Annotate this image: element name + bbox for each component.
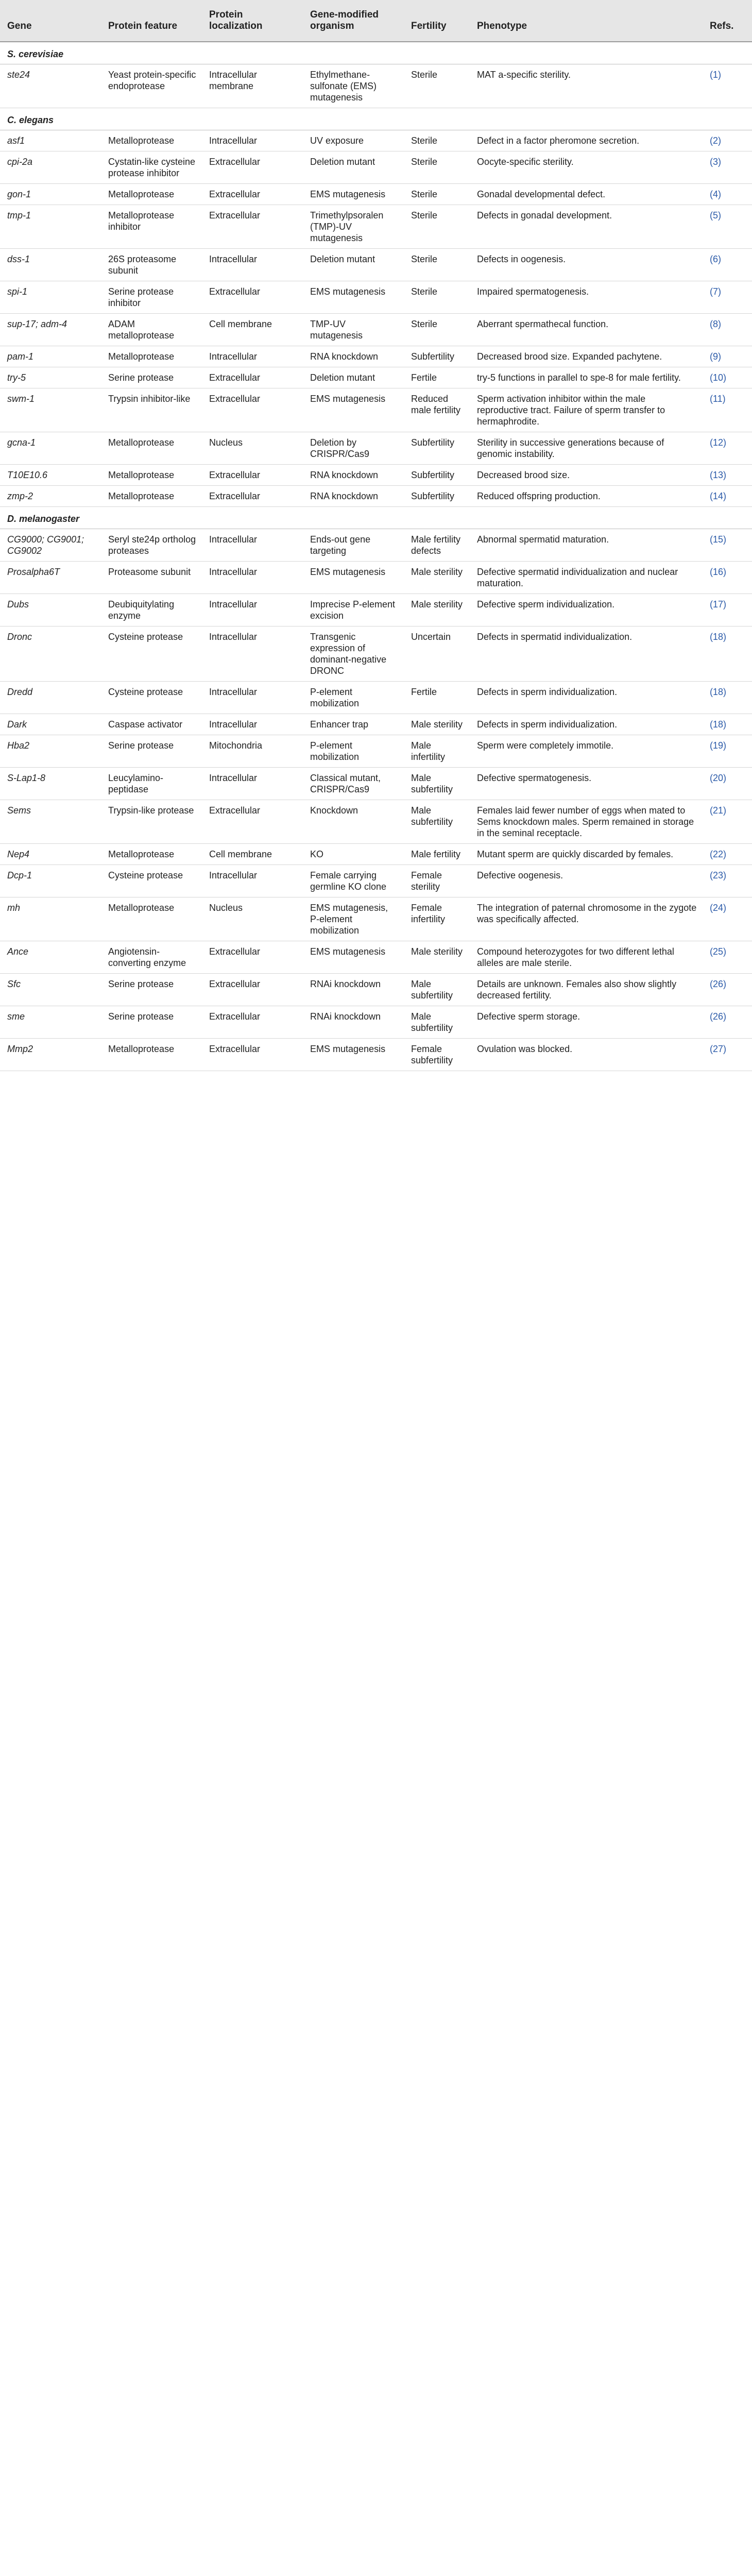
cell-refs: (19) <box>703 735 752 768</box>
table-row <box>0 1039 752 1071</box>
cell-feature: Angiotensin-converting enzyme <box>101 941 202 974</box>
cell-feature: Leucylamino-peptidase <box>101 768 202 800</box>
cell-localization: Extracellular <box>202 367 303 388</box>
cell-feature: Deubiquitylating enzyme <box>101 594 202 626</box>
table-row <box>0 626 752 682</box>
cell-localization: Extracellular <box>202 486 303 507</box>
cell-refs: (14) <box>703 486 752 507</box>
cell-fertility: Reduced male fertility <box>404 388 470 432</box>
cell-feature: Yeast protein-specific endoprotease <box>101 64 202 108</box>
cell-localization: Intracellular <box>202 529 303 562</box>
cell-refs: (18) <box>703 626 752 682</box>
cell-organism: RNA knockdown <box>303 465 404 486</box>
cell-phenotype: Defects in sperm individualization. <box>470 682 703 714</box>
table-row <box>0 529 752 562</box>
cell-feature: Serine protease inhibitor <box>101 281 202 314</box>
cell-organism: Deletion mutant <box>303 249 404 281</box>
cell-feature: Metalloprotease <box>101 897 202 941</box>
table-row <box>0 151 752 184</box>
cell-fertility: Sterile <box>404 151 470 184</box>
cell-phenotype: Ovulation was blocked. <box>470 1039 703 1071</box>
cell-refs: (23) <box>703 865 752 897</box>
cell-organism: EMS mutagenesis <box>303 1039 404 1071</box>
table-row <box>0 314 752 346</box>
organism-section-row <box>0 507 752 529</box>
cell-phenotype: Gonadal developmental defect. <box>470 184 703 205</box>
cell-refs: (7) <box>703 281 752 314</box>
cell-organism: Enhancer trap <box>303 714 404 735</box>
cell-gene: Hba2 <box>0 735 101 768</box>
header-refs: Refs. <box>703 0 752 42</box>
cell-feature: Metalloprotease <box>101 184 202 205</box>
organism-name: S. cerevisiae <box>0 42 752 64</box>
cell-localization: Intracellular <box>202 682 303 714</box>
header-protein-localization: Protein localization <box>202 0 303 42</box>
header-phenotype: Phenotype <box>470 0 703 42</box>
cell-feature: Serine protease <box>101 735 202 768</box>
cell-gene: Mmp2 <box>0 1039 101 1071</box>
cell-refs: (22) <box>703 844 752 865</box>
cell-phenotype: Details are unknown. Females also show slightly decreased fertility. <box>470 974 703 1006</box>
table-row <box>0 865 752 897</box>
cell-fertility: Female infertility <box>404 897 470 941</box>
cell-refs: (26) <box>703 974 752 1006</box>
cell-phenotype: Aberrant spermathecal function. <box>470 314 703 346</box>
cell-organism: KO <box>303 844 404 865</box>
cell-gene: sme <box>0 1006 101 1039</box>
cell-feature: Metalloprotease <box>101 130 202 151</box>
cell-organism: Deletion by CRISPR/Cas9 <box>303 432 404 465</box>
cell-fertility: Fertile <box>404 367 470 388</box>
cell-fertility: Sterile <box>404 130 470 151</box>
header-gene: Gene <box>0 0 101 42</box>
cell-fertility: Male subfertility <box>404 1006 470 1039</box>
cell-localization: Nucleus <box>202 897 303 941</box>
cell-fertility: Sterile <box>404 184 470 205</box>
cell-gene: Dark <box>0 714 101 735</box>
cell-gene: Dubs <box>0 594 101 626</box>
cell-phenotype: Mutant sperm are quickly discarded by females. <box>470 844 703 865</box>
cell-gene: dss-1 <box>0 249 101 281</box>
cell-refs: (5) <box>703 205 752 249</box>
cell-fertility: Male subfertility <box>404 768 470 800</box>
cell-feature: Caspase activator <box>101 714 202 735</box>
cell-localization: Extracellular <box>202 941 303 974</box>
table-row <box>0 184 752 205</box>
table-row <box>0 486 752 507</box>
cell-organism: Ethylmethane-sulfonate (EMS) mutagenesis <box>303 64 404 108</box>
cell-refs: (13) <box>703 465 752 486</box>
cell-gene: spi-1 <box>0 281 101 314</box>
cell-gene: tmp-1 <box>0 205 101 249</box>
cell-localization: Extracellular <box>202 1006 303 1039</box>
table-body <box>0 42 752 1071</box>
cell-phenotype: Sterility in successive generations because of genomic instability. <box>470 432 703 465</box>
cell-gene: cpi-2a <box>0 151 101 184</box>
cell-localization: Extracellular <box>202 151 303 184</box>
cell-organism: Deletion mutant <box>303 367 404 388</box>
table-row <box>0 941 752 974</box>
cell-phenotype: Defective spermatid individualization and nuclear maturation. <box>470 562 703 594</box>
cell-phenotype: Defective oogenesis. <box>470 865 703 897</box>
table-row <box>0 388 752 432</box>
table-row <box>0 682 752 714</box>
cell-localization: Intracellular <box>202 249 303 281</box>
protease-fertility-table <box>0 0 752 1071</box>
cell-fertility: Sterile <box>404 314 470 346</box>
cell-phenotype: Oocyte-specific sterility. <box>470 151 703 184</box>
cell-organism: Knockdown <box>303 800 404 844</box>
cell-organism: EMS mutagenesis <box>303 941 404 974</box>
cell-organism: Transgenic expression of dominant-negative DRONC <box>303 626 404 682</box>
cell-feature: 26S proteasome subunit <box>101 249 202 281</box>
cell-phenotype: MAT a-specific sterility. <box>470 64 703 108</box>
cell-gene: Dronc <box>0 626 101 682</box>
cell-feature: Metalloprotease <box>101 465 202 486</box>
cell-localization: Nucleus <box>202 432 303 465</box>
cell-feature: Metalloprotease <box>101 346 202 367</box>
cell-phenotype: Compound heterozygotes for two different lethal alleles are male sterile. <box>470 941 703 974</box>
cell-localization: Cell membrane <box>202 844 303 865</box>
cell-phenotype: Sperm activation inhibitor within the male reproductive tract. Failure of sperm transfer to hermaphrodite. <box>470 388 703 432</box>
table-header-row <box>0 0 752 42</box>
cell-localization: Mitochondria <box>202 735 303 768</box>
cell-refs: (15) <box>703 529 752 562</box>
table-row <box>0 346 752 367</box>
cell-phenotype: The integration of paternal chromosome in the zygote was specifically affected. <box>470 897 703 941</box>
cell-gene: mh <box>0 897 101 941</box>
cell-phenotype: Sperm were completely immotile. <box>470 735 703 768</box>
cell-fertility: Male sterility <box>404 941 470 974</box>
cell-localization: Intracellular <box>202 594 303 626</box>
cell-phenotype: Decreased brood size. <box>470 465 703 486</box>
organism-section-row <box>0 42 752 64</box>
cell-localization: Intracellular <box>202 346 303 367</box>
cell-phenotype: Defective sperm individualization. <box>470 594 703 626</box>
cell-feature: Metalloprotease <box>101 844 202 865</box>
cell-feature: Cysteine protease <box>101 626 202 682</box>
cell-phenotype: Defect in a factor pheromone secretion. <box>470 130 703 151</box>
header-gene-modified-organism: Gene-modified organism <box>303 0 404 42</box>
header-protein-feature: Protein feature <box>101 0 202 42</box>
cell-refs: (1) <box>703 64 752 108</box>
cell-refs: (6) <box>703 249 752 281</box>
cell-feature: Metalloprotease <box>101 486 202 507</box>
table-row <box>0 130 752 151</box>
cell-refs: (21) <box>703 800 752 844</box>
cell-phenotype: try-5 functions in parallel to spe-8 for male fertility. <box>470 367 703 388</box>
cell-gene: sup-17; adm-4 <box>0 314 101 346</box>
cell-gene: T10E10.6 <box>0 465 101 486</box>
organism-name: C. elegans <box>0 108 752 130</box>
cell-phenotype: Defects in oogenesis. <box>470 249 703 281</box>
cell-phenotype: Defective sperm storage. <box>470 1006 703 1039</box>
cell-organism: UV exposure <box>303 130 404 151</box>
cell-feature: Cysteine protease <box>101 682 202 714</box>
cell-refs: (4) <box>703 184 752 205</box>
cell-localization: Extracellular <box>202 974 303 1006</box>
cell-gene: gon-1 <box>0 184 101 205</box>
cell-organism: RNA knockdown <box>303 346 404 367</box>
cell-localization: Intracellular <box>202 768 303 800</box>
cell-refs: (18) <box>703 682 752 714</box>
cell-organism: RNAi knockdown <box>303 1006 404 1039</box>
cell-feature: Proteasome subunit <box>101 562 202 594</box>
cell-fertility: Male fertility defects <box>404 529 470 562</box>
cell-gene: swm-1 <box>0 388 101 432</box>
cell-refs: (20) <box>703 768 752 800</box>
cell-localization: Intracellular <box>202 562 303 594</box>
cell-phenotype: Defective spermatogenesis. <box>470 768 703 800</box>
cell-fertility: Sterile <box>404 205 470 249</box>
cell-gene: zmp-2 <box>0 486 101 507</box>
cell-refs: (11) <box>703 388 752 432</box>
cell-fertility: Fertile <box>404 682 470 714</box>
cell-localization: Extracellular <box>202 281 303 314</box>
cell-fertility: Sterile <box>404 281 470 314</box>
cell-fertility: Male subfertility <box>404 800 470 844</box>
cell-fertility: Male sterility <box>404 594 470 626</box>
cell-phenotype: Reduced offspring production. <box>470 486 703 507</box>
cell-organism: EMS mutagenesis <box>303 281 404 314</box>
cell-gene: ste24 <box>0 64 101 108</box>
cell-gene: Nep4 <box>0 844 101 865</box>
cell-fertility: Subfertility <box>404 346 470 367</box>
cell-localization: Extracellular <box>202 205 303 249</box>
cell-feature: Serine protease <box>101 367 202 388</box>
cell-organism: TMP-UV mutagenesis <box>303 314 404 346</box>
cell-phenotype: Defects in gonadal development. <box>470 205 703 249</box>
cell-fertility: Sterile <box>404 249 470 281</box>
cell-fertility: Subfertility <box>404 465 470 486</box>
cell-refs: (12) <box>703 432 752 465</box>
cell-gene: Dcp-1 <box>0 865 101 897</box>
cell-fertility: Male subfertility <box>404 974 470 1006</box>
cell-feature: Serine protease <box>101 1006 202 1039</box>
cell-fertility: Male sterility <box>404 562 470 594</box>
table-row <box>0 897 752 941</box>
cell-feature: Cystatin-like cysteine protease inhibitor <box>101 151 202 184</box>
cell-refs: (17) <box>703 594 752 626</box>
cell-phenotype: Females laid fewer number of eggs when mated to Sems knockdown males. Sperm remained in storage in the seminal receptacle. <box>470 800 703 844</box>
cell-feature: Metalloprotease inhibitor <box>101 205 202 249</box>
cell-fertility: Female subfertility <box>404 1039 470 1071</box>
table-row <box>0 281 752 314</box>
cell-fertility: Subfertility <box>404 432 470 465</box>
cell-gene: asf1 <box>0 130 101 151</box>
cell-feature: Serine protease <box>101 974 202 1006</box>
cell-fertility: Subfertility <box>404 486 470 507</box>
cell-phenotype: Defects in spermatid individualization. <box>470 626 703 682</box>
table-row <box>0 974 752 1006</box>
cell-refs: (2) <box>703 130 752 151</box>
cell-organism: P-element mobilization <box>303 682 404 714</box>
cell-organism: Deletion mutant <box>303 151 404 184</box>
cell-organism: EMS mutagenesis <box>303 562 404 594</box>
organism-section-row <box>0 108 752 130</box>
table-row <box>0 249 752 281</box>
table-row <box>0 1006 752 1039</box>
cell-localization: Extracellular <box>202 388 303 432</box>
cell-localization: Intracellular <box>202 130 303 151</box>
cell-organism: Ends-out gene targeting <box>303 529 404 562</box>
cell-gene: Ance <box>0 941 101 974</box>
cell-refs: (9) <box>703 346 752 367</box>
cell-organism: Trimethylpsoralen (TMP)-UV mutagenesis <box>303 205 404 249</box>
cell-refs: (25) <box>703 941 752 974</box>
cell-organism: Classical mutant, CRISPR/Cas9 <box>303 768 404 800</box>
cell-refs: (16) <box>703 562 752 594</box>
cell-localization: Extracellular <box>202 800 303 844</box>
table-row <box>0 562 752 594</box>
header-fertility: Fertility <box>404 0 470 42</box>
cell-fertility: Male sterility <box>404 714 470 735</box>
cell-fertility: Male infertility <box>404 735 470 768</box>
organism-name: D. melanogaster <box>0 507 752 529</box>
cell-feature: Metalloprotease <box>101 432 202 465</box>
table-row <box>0 800 752 844</box>
cell-organism: Imprecise P-element excision <box>303 594 404 626</box>
cell-refs: (8) <box>703 314 752 346</box>
cell-refs: (24) <box>703 897 752 941</box>
cell-refs: (27) <box>703 1039 752 1071</box>
cell-feature: Seryl ste24p ortholog proteases <box>101 529 202 562</box>
cell-phenotype: Decreased brood size. Expanded pachytene. <box>470 346 703 367</box>
cell-localization: Cell membrane <box>202 314 303 346</box>
cell-localization: Intracellular <box>202 865 303 897</box>
table-row <box>0 64 752 108</box>
cell-gene: Prosalpha6T <box>0 562 101 594</box>
cell-phenotype: Defects in sperm individualization. <box>470 714 703 735</box>
cell-organism: P-element mobilization <box>303 735 404 768</box>
cell-localization: Extracellular <box>202 184 303 205</box>
cell-localization: Extracellular <box>202 465 303 486</box>
cell-organism: EMS mutagenesis <box>303 184 404 205</box>
cell-refs: (3) <box>703 151 752 184</box>
table-row <box>0 735 752 768</box>
cell-fertility: Sterile <box>404 64 470 108</box>
table-row <box>0 205 752 249</box>
table-row <box>0 768 752 800</box>
cell-fertility: Female sterility <box>404 865 470 897</box>
cell-phenotype: Impaired spermatogenesis. <box>470 281 703 314</box>
cell-feature: ADAM metalloprotease <box>101 314 202 346</box>
cell-feature: Metalloprotease <box>101 1039 202 1071</box>
table-row <box>0 844 752 865</box>
table-row <box>0 594 752 626</box>
table-row <box>0 465 752 486</box>
cell-gene: CG9000; CG9001; CG9002 <box>0 529 101 562</box>
cell-feature: Trypsin inhibitor-like <box>101 388 202 432</box>
cell-gene: try-5 <box>0 367 101 388</box>
cell-refs: (26) <box>703 1006 752 1039</box>
cell-localization: Extracellular <box>202 1039 303 1071</box>
cell-organism: RNAi knockdown <box>303 974 404 1006</box>
cell-localization: Intracellular <box>202 714 303 735</box>
cell-localization: Intracellular membrane <box>202 64 303 108</box>
cell-gene: S-Lap1-8 <box>0 768 101 800</box>
cell-refs: (18) <box>703 714 752 735</box>
cell-fertility: Male fertility <box>404 844 470 865</box>
cell-organism: EMS mutagenesis, P-element mobilization <box>303 897 404 941</box>
table-row <box>0 432 752 465</box>
cell-gene: Sems <box>0 800 101 844</box>
cell-fertility: Uncertain <box>404 626 470 682</box>
cell-gene: Dredd <box>0 682 101 714</box>
table-row <box>0 367 752 388</box>
cell-organism: RNA knockdown <box>303 486 404 507</box>
cell-organism: EMS mutagenesis <box>303 388 404 432</box>
table-row <box>0 714 752 735</box>
cell-refs: (10) <box>703 367 752 388</box>
cell-gene: pam-1 <box>0 346 101 367</box>
cell-organism: Female carrying germline KO clone <box>303 865 404 897</box>
cell-feature: Trypsin-like protease <box>101 800 202 844</box>
cell-gene: Sfc <box>0 974 101 1006</box>
cell-gene: gcna-1 <box>0 432 101 465</box>
cell-localization: Intracellular <box>202 626 303 682</box>
cell-feature: Cysteine protease <box>101 865 202 897</box>
cell-phenotype: Abnormal spermatid maturation. <box>470 529 703 562</box>
